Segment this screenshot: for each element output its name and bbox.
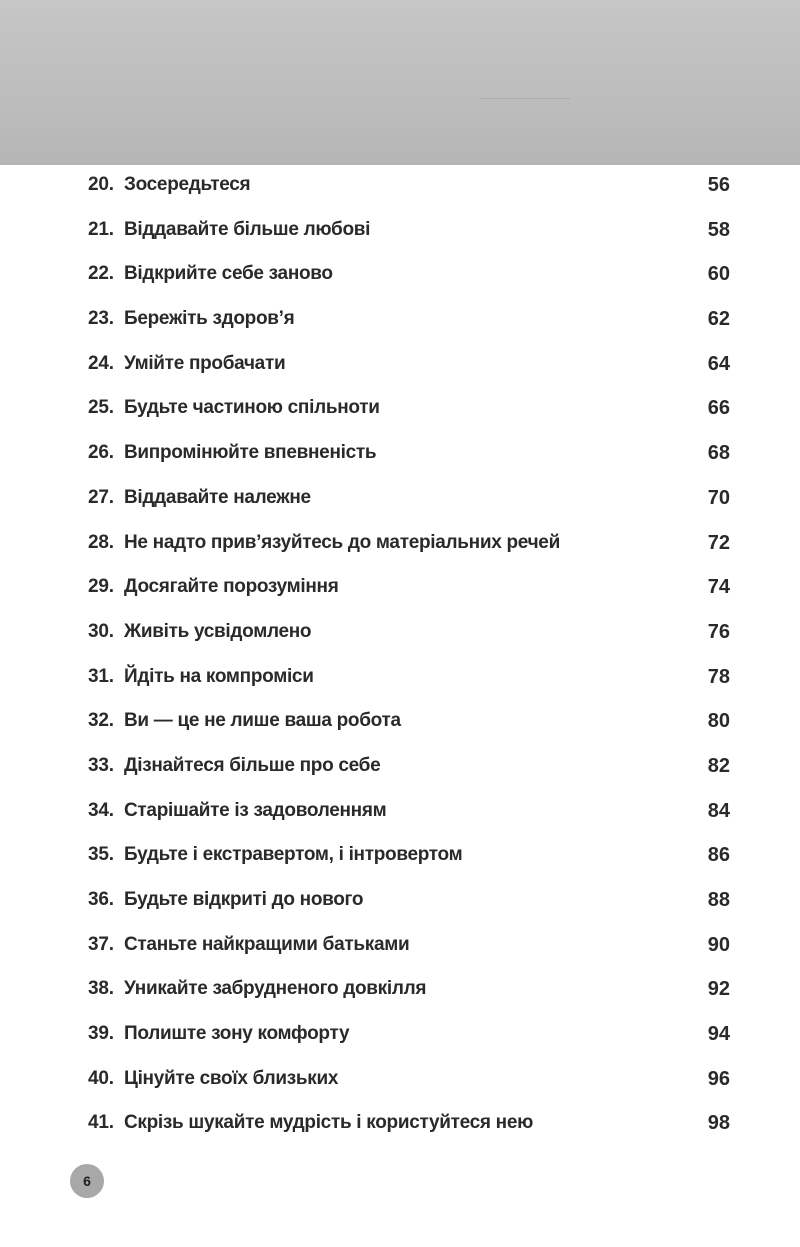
toc-entry bbox=[0, 524, 800, 569]
toc-entry-title: Скрізь шукайте мудрість і користуйтеся нею bbox=[124, 1112, 534, 1134]
toc-entry-page: 68 bbox=[707, 442, 730, 465]
toc-entry-number: 30. bbox=[88, 620, 114, 642]
toc-entry bbox=[0, 434, 800, 479]
toc-entry bbox=[0, 792, 800, 837]
toc-entry-number: 31. bbox=[88, 665, 114, 687]
toc-entry-number: 39. bbox=[88, 1023, 114, 1045]
toc-entry-title: Ви — це не лише ваша робота bbox=[124, 710, 401, 732]
toc-entry-page: 62 bbox=[707, 308, 730, 331]
toc-entry-page: 92 bbox=[707, 978, 730, 1001]
toc-entry bbox=[0, 345, 800, 390]
toc-entry-number: 21. bbox=[88, 218, 114, 240]
toc-entry-number: 41. bbox=[88, 1112, 114, 1134]
toc-entry bbox=[0, 1015, 800, 1060]
toc-entry-title: Дізнайтеся більше про себе bbox=[124, 754, 381, 776]
toc-entry-number: 34. bbox=[88, 799, 114, 821]
toc-entry-number: 25. bbox=[88, 397, 114, 419]
toc-entry-title: Станьте найкращими батьками bbox=[124, 933, 410, 955]
toc-entry bbox=[0, 479, 800, 524]
toc-entry bbox=[0, 1060, 800, 1105]
toc-entry bbox=[0, 300, 800, 345]
toc-entry-title: Старішайте із задоволенням bbox=[124, 799, 387, 821]
toc-entry-number: 27. bbox=[88, 486, 114, 508]
toc-entry-title: Випромінюйте впевненість bbox=[124, 442, 377, 464]
toc-entry-title: Будьте і екстравертом, і інтровертом bbox=[124, 844, 463, 866]
toc-entry-page: 86 bbox=[707, 844, 730, 867]
toc-entry bbox=[0, 166, 800, 211]
toc-entry-title: Будьте частиною спільноти bbox=[124, 397, 380, 419]
toc-entry-number: 38. bbox=[88, 978, 114, 1000]
toc-entry-title: Бережіть здоров’я bbox=[124, 308, 295, 330]
toc-entry-number: 28. bbox=[88, 531, 114, 553]
toc-entry bbox=[0, 568, 800, 613]
page-number-badge: 6 bbox=[70, 1164, 104, 1198]
top-gray-band bbox=[0, 0, 800, 165]
toc-entry-title: Умійте пробачати bbox=[124, 352, 286, 374]
toc-entry bbox=[0, 702, 800, 747]
toc-entry-number: 20. bbox=[88, 174, 114, 195]
toc-entry bbox=[0, 211, 800, 256]
toc-entry-page: 74 bbox=[707, 576, 730, 599]
toc-entry-title: Йдіть на компроміси bbox=[124, 665, 314, 687]
toc-entry-page: 72 bbox=[707, 531, 730, 554]
toc-entry-title: Уникайте забрудненого довкілля bbox=[124, 978, 427, 1000]
toc-entry-number: 35. bbox=[88, 844, 114, 866]
toc-entry-page: 78 bbox=[707, 665, 730, 688]
toc-entry-number: 22. bbox=[88, 263, 114, 285]
toc-entry-page: 58 bbox=[707, 218, 730, 241]
toc-entry-page: 80 bbox=[707, 710, 730, 733]
table-of-contents bbox=[0, 166, 800, 1149]
toc-entry-page: 98 bbox=[707, 1112, 730, 1135]
toc-entry bbox=[0, 389, 800, 434]
toc-entry-title: Будьте відкриті до нового bbox=[124, 889, 364, 910]
toc-entry-page: 70 bbox=[707, 486, 730, 509]
toc-entry-number: 23. bbox=[88, 308, 114, 330]
toc-entry-title: Живіть усвідомлено bbox=[124, 620, 312, 642]
toc-entry-title: Зосередьтеся bbox=[124, 174, 251, 195]
toc-entry bbox=[0, 926, 800, 971]
toc-entry-title: Не надто прив’язуйтесь до матеріальних речей bbox=[124, 531, 560, 553]
toc-entry-number: 29. bbox=[88, 576, 114, 598]
toc-entry-title: Віддавайте більше любові bbox=[124, 218, 371, 240]
toc-entry-title: Досягайте порозуміння bbox=[124, 576, 339, 598]
toc-entry-page: 96 bbox=[707, 1067, 730, 1090]
toc-entry bbox=[0, 255, 800, 300]
toc-entry bbox=[0, 836, 800, 881]
toc-entry-number: 33. bbox=[88, 754, 114, 776]
toc-entry-title: Віддавайте належне bbox=[124, 486, 311, 508]
toc-entry-number: 26. bbox=[88, 442, 114, 464]
toc-entry-page: 94 bbox=[707, 1023, 730, 1046]
toc-entry-number: 36. bbox=[88, 889, 114, 910]
toc-entry-page: 84 bbox=[707, 799, 730, 822]
toc-entry-page: 90 bbox=[707, 933, 730, 956]
toc-entry bbox=[0, 658, 800, 703]
toc-entry bbox=[0, 881, 800, 926]
toc-entry-number: 40. bbox=[88, 1067, 114, 1089]
toc-entry-page: 60 bbox=[707, 263, 730, 286]
toc-entry bbox=[0, 1104, 800, 1149]
toc-entry-page: 66 bbox=[707, 397, 730, 420]
toc-entry-page: 56 bbox=[707, 174, 730, 196]
toc-entry-title: Відкрийте себе заново bbox=[124, 263, 333, 285]
toc-entry-number: 32. bbox=[88, 710, 114, 732]
toc-entry-page: 82 bbox=[707, 754, 730, 777]
toc-entry-page: 76 bbox=[707, 620, 730, 643]
toc-entry bbox=[0, 970, 800, 1015]
toc-entry-title: Цінуйте своїх близьких bbox=[124, 1067, 339, 1089]
toc-entry-title: Полиште зону комфорту bbox=[124, 1023, 350, 1045]
toc-entry-number: 24. bbox=[88, 352, 114, 374]
toc-entry bbox=[0, 747, 800, 792]
toc-entry-number: 37. bbox=[88, 933, 114, 955]
toc-entry-page: 64 bbox=[707, 352, 730, 375]
toc-entry-page: 88 bbox=[707, 889, 730, 911]
scan-artifact bbox=[480, 98, 570, 99]
toc-entry bbox=[0, 613, 800, 658]
